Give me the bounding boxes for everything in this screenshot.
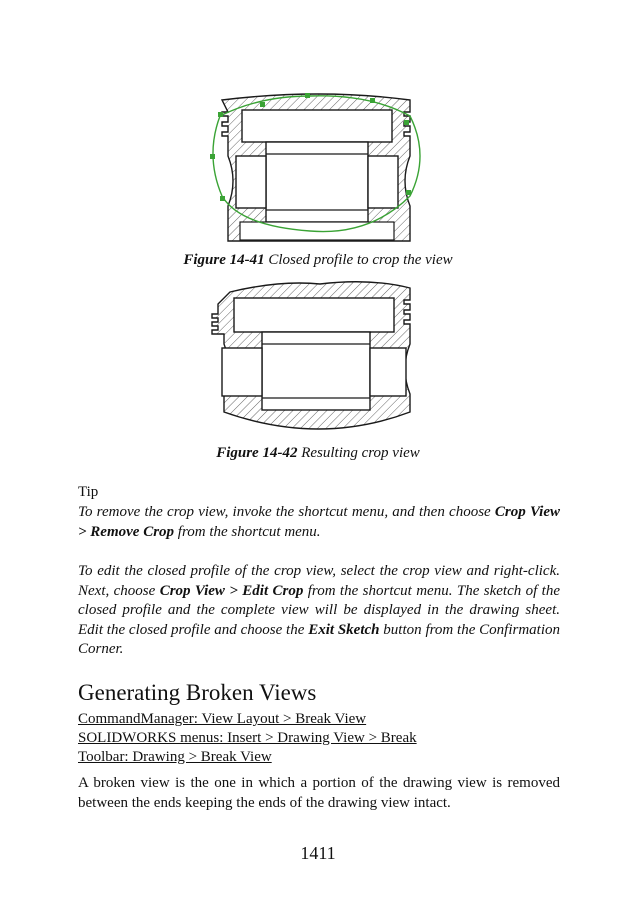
tip-text: button from the Confirmation Corner. <box>78 621 560 657</box>
figure-14-41-drawing <box>200 86 440 246</box>
tip-command: Crop View > Edit Crop <box>159 582 304 599</box>
tip-command: Crop View > Remove Crop <box>78 504 560 540</box>
figure-caption-text: Closed profile to crop the view <box>264 252 453 268</box>
tip-command: Exit Sketch <box>308 621 380 638</box>
toolbar-path: Toolbar: Drawing > Break View <box>78 749 272 765</box>
figure-14-41-caption <box>0 252 636 269</box>
figure-number: Figure 14-41 <box>183 252 265 268</box>
commandmanager-path: CommandManager: View Layout > Break View <box>78 711 367 727</box>
figure-14-42-caption <box>0 445 636 462</box>
tip-paragraph-remove <box>78 503 560 542</box>
figure-number: Figure 14-42 <box>216 445 298 461</box>
section-heading: Generating Broken Views <box>78 680 317 705</box>
tip-text: To remove the crop view, invoke the shortcut menu, and then choose <box>78 504 495 520</box>
tip-label: Tip <box>78 484 99 500</box>
page-number: 1411 <box>300 843 336 863</box>
tip-paragraph-edit <box>78 562 560 660</box>
section-body-paragraph: A broken view is the one in which a portion of the drawing view is removed between the ends keeping the ends of the drawing view intact. <box>78 775 560 811</box>
figure-14-42-drawing <box>200 274 440 442</box>
tip-text: To edit the closed profile of the crop view, select the crop view and right-click. Next, choose <box>78 563 560 599</box>
tip-text: from the shortcut menu. The sketch of the closed profile and the complete view will be displayed in the drawing sheet. Edit the closed profile and choose the <box>78 582 561 638</box>
solidworks-menus-path: SOLIDWORKS menus: Insert > Drawing View > Break <box>78 730 417 746</box>
figure-caption-text: Resulting crop view <box>297 445 420 461</box>
tip-text: from the shortcut menu. <box>174 523 321 540</box>
